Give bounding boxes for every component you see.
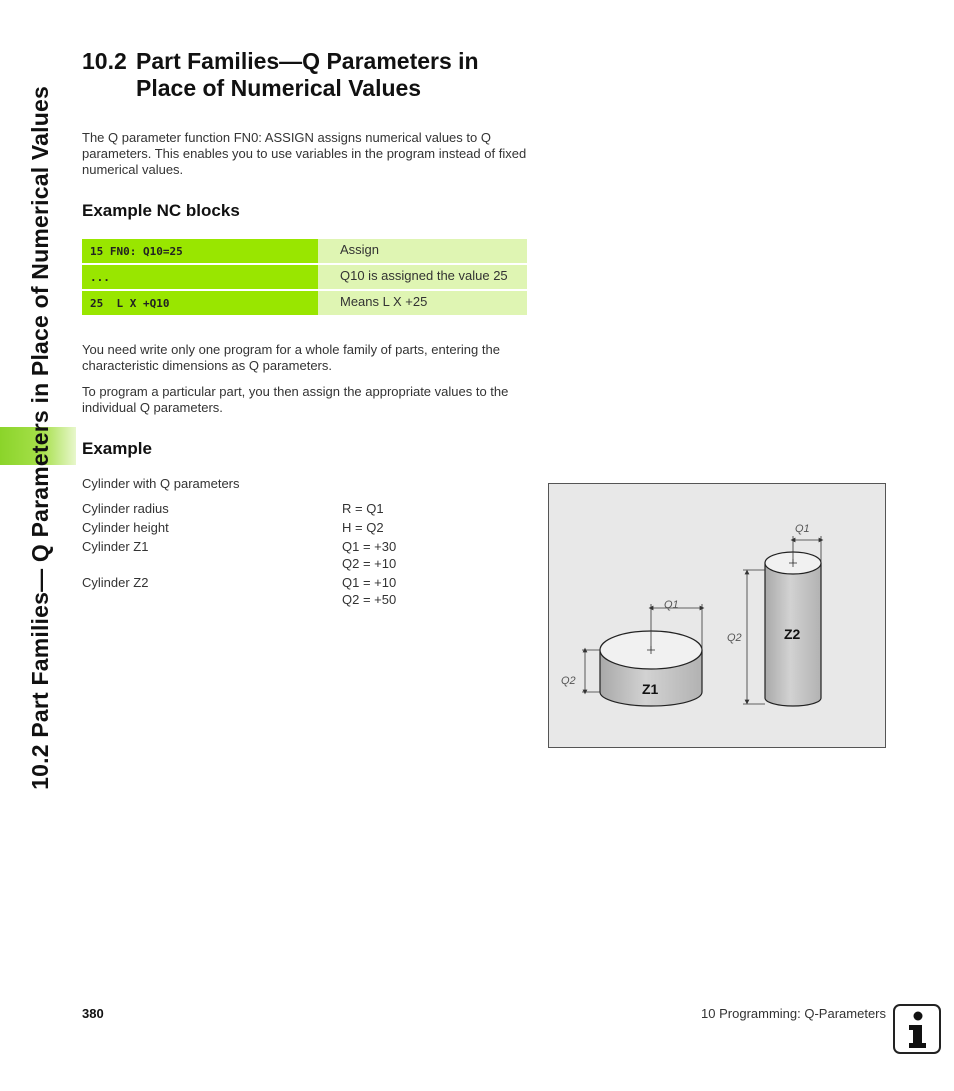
nc-blocks-heading: Example NC blocks [82,201,240,220]
page-number: 380 [82,1006,104,1021]
table-row [82,239,527,263]
list-item [82,519,527,536]
cylinder-figure [548,483,886,748]
footer-chapter: 10 Programming: Q-Parameters [701,1006,886,1021]
param-label: Cylinder radius [82,501,169,516]
label-z2: Z2 [784,626,801,642]
cylinder-z2 [743,536,821,706]
list-item [82,500,527,517]
side-chapter-title [18,48,62,828]
param-value: Q1 = +30 [342,539,397,554]
list-item [82,574,527,608]
label-z1: Z1 [642,681,659,697]
param-label: Cylinder Z2 [82,575,149,590]
info-icon [893,1004,941,1054]
nc-blocks-table [82,237,527,317]
param-value: Q1 = +10 [342,575,397,590]
list-item [82,538,527,572]
section-number: 10.2 [82,48,127,74]
param-label: Cylinder height [82,520,169,535]
nc-code-cell: 15 FN0: Q10=25 [82,239,318,263]
nc-desc-cell: Means L X +25 [318,291,527,315]
title-line-1: Part Families—Q Parameters in [136,48,479,74]
nc-desc-cell: Assign [318,239,527,263]
example-intro: Cylinder with Q parameters [82,476,240,491]
label-q2-tall: Q2 [727,632,742,644]
parameter-list [82,500,527,610]
example-heading: Example [82,439,152,458]
intro-paragraph: The Q parameter function FN0: ASSIGN assigns numerical values to Q parameters. This enables you to use variables in the program instead of fixed numerical values. [82,130,527,177]
cylinder-illustration [549,484,885,747]
param-value: R = Q1 [342,501,384,516]
assign-paragraph: To program a particular part, you then assign the appropriate values to the individual Q parameters. [82,384,509,415]
nc-code-cell: ... [82,265,318,289]
side-chapter-title-text: 10.2 Part Families— Q Parameters in Place of Numerical Values [26,86,53,790]
param-value: Q2 = +50 [342,592,397,607]
table-row [82,265,527,289]
nc-code-cell: 25 L X +Q10 [82,291,318,315]
label-q1-tall: Q1 [795,523,810,535]
param-label: Cylinder Z1 [82,539,149,554]
title-line-2: Place of Numerical Values [136,75,422,101]
family-paragraph: You need write only one program for a whole family of parts, entering the characteristic dimensions as Q parameters. [82,342,500,373]
table-row [82,291,527,315]
label-q1-small: Q1 [664,599,679,611]
info-glyph [895,1006,939,1052]
param-value: H = Q2 [342,520,384,535]
label-q2-small: Q2 [561,675,576,687]
page-title [82,48,552,102]
param-value: Q2 = +10 [342,556,397,571]
nc-desc-cell: Q10 is assigned the value 25 [318,265,527,289]
